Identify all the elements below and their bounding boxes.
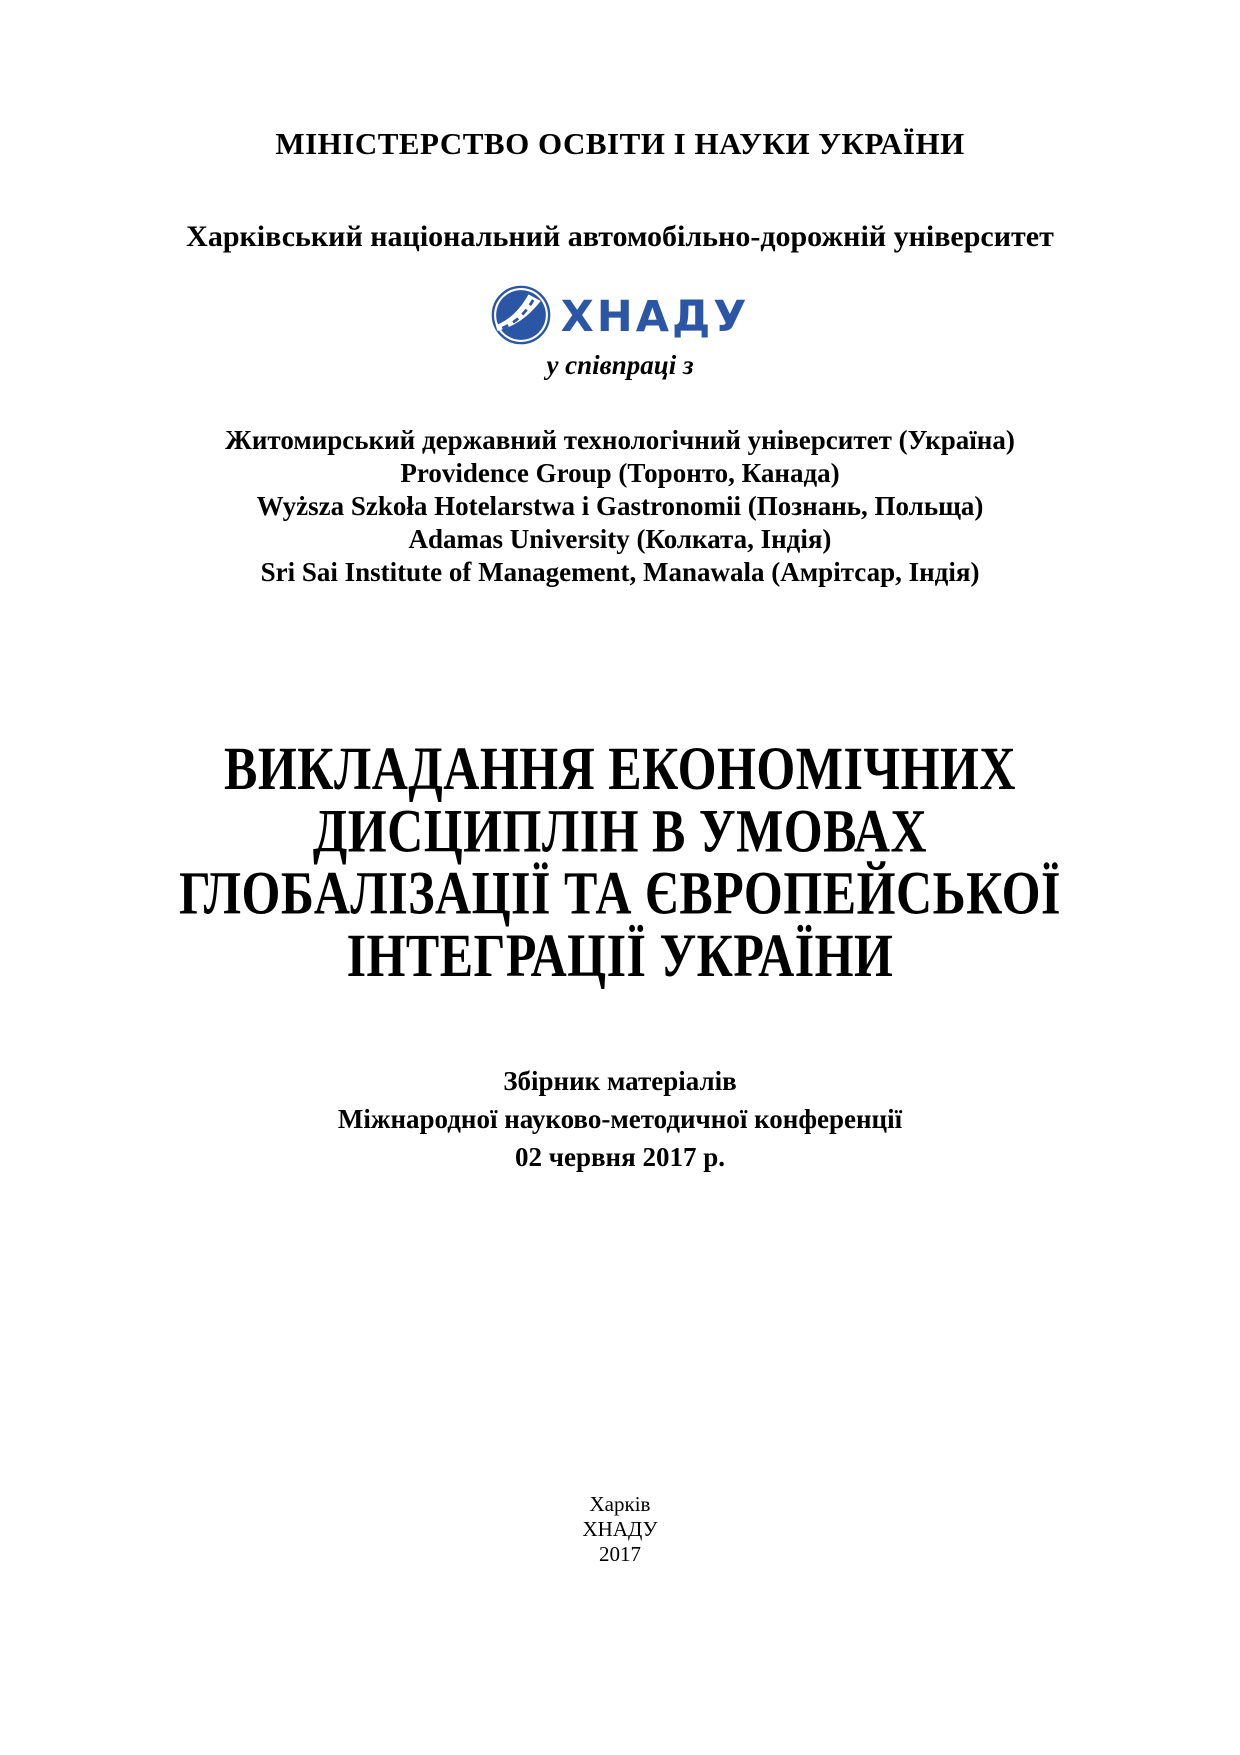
subtitle-block [0, 1062, 1240, 1176]
subtitle-line-1: Збірник матеріалів [503, 1066, 737, 1096]
partner-line-1: Житомирський державний технологічний університет (Україна) [225, 425, 1015, 455]
main-title [0, 734, 1240, 990]
subtitle-line-2: Міжнародної науково-методичної конференції [337, 1104, 903, 1134]
main-title-line-4: ІНТЕГРАЦІЇ УКРАЇНИ [346, 921, 894, 990]
imprint-year: 2017 [599, 1542, 641, 1566]
university-name: Харківський національний автомобільно-дорожній університет [186, 220, 1054, 253]
partner-line-5: Sri Sai Institute of Management, Manawala (Амрітсар, Індія) [260, 557, 980, 587]
road-circle-icon [491, 285, 551, 345]
partner-line-4: Adamas University (Колката, Індія) [408, 524, 832, 554]
main-title-line-3: ГЛОБАЛІЗАЦІЇ ТА ЄВРОПЕЙСЬКОЇ [179, 858, 1061, 928]
imprint-block [0, 1492, 1240, 1567]
logo-wordmark: ХНАДУ [560, 291, 750, 342]
partner-line-2: Providence Group (Торонто, Канада) [400, 458, 840, 488]
ministry-heading: МІНІСТЕРСТВО ОСВІТИ І НАУКИ УКРАЇНИ [275, 126, 965, 161]
imprint-city: Харків [589, 1492, 651, 1516]
main-title-line-2: ДИСЦИПЛІН В УМОВАХ [312, 796, 928, 865]
university-logo [0, 283, 1240, 347]
main-title-line-1: ВИКЛАДАННЯ ЕКОНОМІЧНИХ [223, 734, 1017, 803]
imprint-publisher: ХНАДУ [582, 1517, 658, 1541]
subtitle-line-3: 02 червня 2017 р. [515, 1142, 725, 1172]
partner-line-3: Wyższa Szkoła Hotelarstwa i Gastronomii (Познань, Польща) [256, 491, 984, 521]
partner-list [0, 424, 1240, 589]
cooperation-note: у співпраці з [546, 350, 694, 380]
